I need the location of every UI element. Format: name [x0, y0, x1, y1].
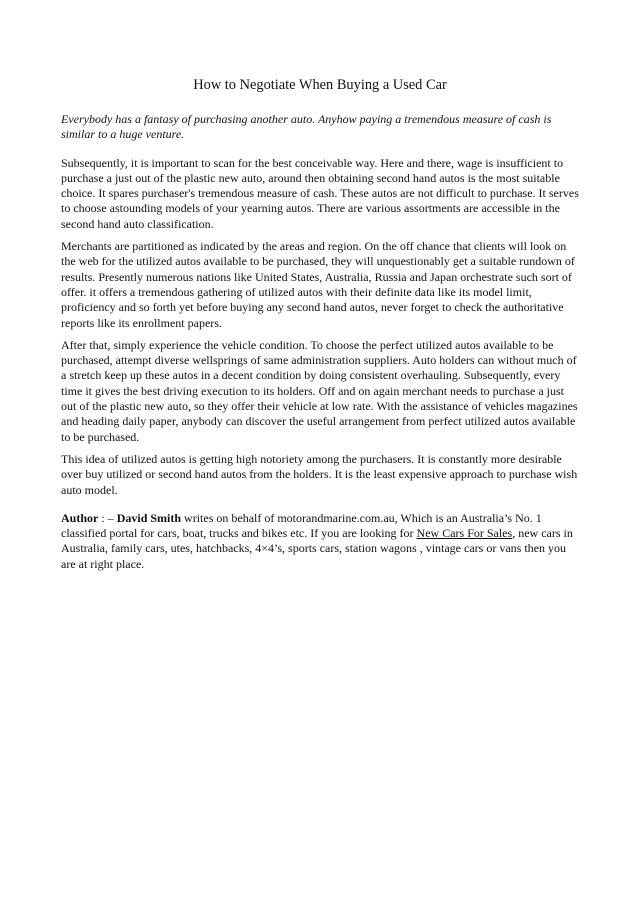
author-bio-text: writes on behalf of motorandmarine.com.au, Which is an Australia’s No. 1 classified portal for cars, boat, trucks and bikes etc. If you are looking for	[61, 510, 542, 541]
document-title: How to Negotiate When Buying a Used Car	[193, 77, 447, 93]
author-label: Author	[61, 510, 99, 525]
body-paragraph: This idea of utilized autos is getting high notoriety among the purchasers. It is constantly more desirable over buy utilized or second hand autos from the holders. It is the least expensive approach to purchase wish auto model.	[61, 451, 578, 497]
body-paragraph: Subsequently, it is important to scan for the best conceivable way. Here and there, wage is insufficient to purchase a just out of the plastic new auto, around then obtaining second hand autos is the most suitable choice. It spares purchaser's tremendous measure of cash. These autos are not difficult to purchase. It serves to choose astounding models of your yearning autos. There are various assortments are accessible in the second hand auto classification.	[61, 155, 579, 231]
author-separator: : –	[98, 510, 117, 525]
body-paragraph: Merchants are partitioned as indicated by the areas and region. On the off chance that clients will look on the web for the utilized autos available to be purchased, they will unquestionably get a suitable rundown of results. Presently numerous nations like United States, Australia, Russia and Japan orchestrate such sort of offer. it offers a tremendous gathering of utilized autos with their definite data like its model limit, proficiency and so forth yet before buying any second hand autos, never forget to check the authoritative reports like its enrollment papers.	[61, 239, 575, 330]
body-paragraph: After that, simply experience the vehicle condition. To choose the perfect utilized autos available to be purchased, attempt diverse wellsprings of same administration suppliers. Auto holders can without much of a stretch keep up these autos in a decent condition by doing consistent overhauling. Subsequently, every time it gives the best driving execution to its holders. Off and on again merchant needs to purchase a just out of the plastic new auto, so they offer their vehicle at low rate. With the assistance of vehicles magazines and heading daily paper, anybody can discover the useful arrangement from perfect utilized autos available to be purchased.	[61, 337, 578, 444]
author-name: David Smith	[116, 510, 182, 525]
document-page	[61, 76, 579, 572]
intro-paragraph: Everybody has a fantasy of purchasing another auto. Anyhow paying a tremendous measure of cash is similar to a huge venture.	[61, 112, 552, 142]
new-cars-for-sales-link[interactable]: New Cars For Sales	[416, 526, 513, 541]
author-bio-text-end: , new cars in Australia, family cars, utes, hatchbacks, 4×4’s, sports cars, station wagons , vintage cars or vans then you are at right place.	[61, 526, 573, 571]
author-paragraph	[61, 511, 579, 572]
